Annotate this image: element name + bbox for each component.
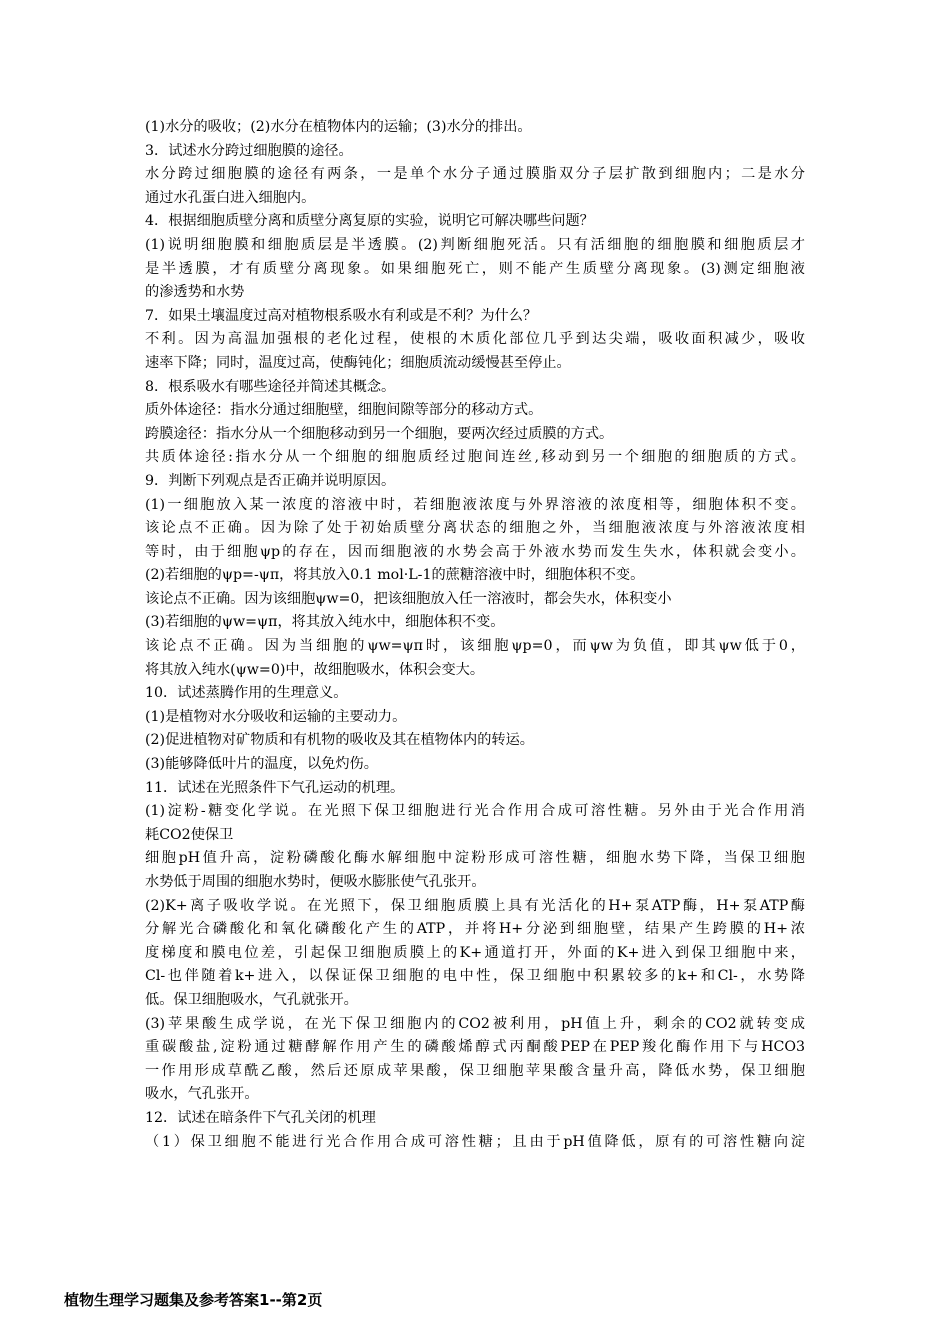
text-line: 重碳酸盐,淀粉通过糖酵解作用产生的磷酸烯醇式丙酮酸PEP在PEP羧化酶作用下与HCO3: [145, 1039, 805, 1056]
text-line: (3)若细胞的ψw=ψπ，将其放入纯水中，细胞体积不变。: [145, 614, 505, 631]
text-line: 细胞pH值升高，淀粉磷酸化酶水解细胞中淀粉形成可溶性糖，细胞水势下降，当保卫细胞: [145, 850, 805, 867]
text-line: 速率下降；同时，温度过高，使酶钝化；细胞质流动缓慢甚至停止。: [145, 354, 571, 371]
text-line: 跨膜途径：指水分从一个细胞移动到另一个细胞，要两次经过质膜的方式。: [145, 425, 614, 442]
question-heading: 9．判断下列观点是否正确并说明原因。: [145, 472, 396, 489]
text-line: 水势低于周围的细胞水势时，便吸水膨胀使气孔张开。: [145, 874, 486, 890]
question-heading: 11．试述在光照条件下气孔运动的机理。: [145, 779, 405, 796]
text-line: Cl-也伴随着k+进入，以保证保卫细胞的电中性，保卫细胞中积累较多的k+和Cl-，水势降: [145, 968, 805, 985]
text-line: (2)促进植物对矿物质和有机物的吸收及其在植物体内的转运。: [145, 732, 534, 749]
text-line: 质外体途径：指水分通过细胞壁，细胞间隙等部分的移动方式。: [145, 402, 543, 419]
text-line: 共质体途径:指水分从一个细胞的细胞质经过胞间连丝,移动到另一个细胞的细胞质的方式。: [145, 449, 805, 466]
text-line: 水分跨过细胞膜的途径有两条，一是单个水分子通过膜脂双分子层扩散到细胞内；二是水分: [145, 166, 805, 183]
text-line: 等时，由于细胞ψp的存在，因而细胞液的水势会高于外液水势而发生失水，体积就会变小。: [145, 543, 805, 560]
text-line: (1)说明细胞膜和细胞质层是半透膜。(2)判断细胞死活。只有活细胞的细胞膜和细胞质层才: [145, 236, 805, 253]
question-heading: 8．根系吸水有哪些途径并简述其概念。: [145, 378, 396, 395]
text-line: 通过水孔蛋白进入细胞内。: [145, 189, 316, 206]
page-footer: 植物生理学习题集及参考答案1--第2页: [64, 1291, 323, 1309]
text-line: 一作用形成草酰乙酸，然后还原成苹果酸，保卫细胞苹果酸含量升高，降低水势，保卫细胞: [145, 1062, 805, 1079]
text-line: (3)能够降低叶片的温度，以免灼伤。: [145, 756, 378, 773]
text-line: 是半透膜，才有质壁分离现象。如果细胞死亡，则不能产生质壁分离现象。(3)测定细胞液: [145, 260, 805, 277]
text-line: 该论点不正确。因为当细胞的ψw=ψπ时，该细胞ψp=0，而ψw为负值，即其ψw低于0，: [145, 638, 805, 655]
text-line: 低。保卫细胞吸水，气孔就张开。: [145, 991, 358, 1008]
text-line: (2)K+离子吸收学说。在光照下，保卫细胞质膜上具有光活化的H+泵ATP酶，H+泵ATP酶: [145, 897, 805, 914]
question-heading: 3．试述水分跨过细胞膜的途径。: [145, 142, 353, 159]
document-body: [145, 116, 805, 1154]
text-line: (1)水分的吸收；(2)水分在植物体内的运输；(3)水分的排出。: [145, 119, 532, 135]
text-line: 分解光合磷酸化和氧化磷酸化产生的ATP，并将H+分泌到细胞壁，结果产生跨膜的H+浓: [145, 921, 805, 938]
text-line: 耗CO2使保卫: [145, 826, 234, 843]
text-line: 将其放入纯水(ψw=0)中，故细胞吸水，体积会变大。: [145, 661, 485, 678]
question-heading: 4．根据细胞质壁分离和质壁分离复原的实验，说明它可解决哪些问题？: [145, 213, 594, 230]
question-heading: 7．如果土壤温度过高对植物根系吸水有利或是不利？为什么？: [145, 307, 538, 324]
question-heading: 12．试述在暗条件下气孔关闭的机理: [145, 1109, 376, 1126]
text-line: 该论点不正确。因为该细胞ψw=0，把该细胞放入任一溶液时，都会失水，体积变小: [145, 590, 672, 607]
text-line: 吸水，气孔张开。: [145, 1086, 259, 1103]
text-line: (2)若细胞的ψp=-ψπ，将其放入0.1 mol·L-1的蔗糖溶液中时，细胞体积不变。: [145, 567, 645, 584]
text-line: 该论点不正确。因为除了处于初始质壁分离状态的细胞之外，当细胞液浓度与外溶液浓度相: [145, 520, 805, 537]
text-line: 度梯度和膜电位差，引起保卫细胞质膜上的K+通道打开，外面的K+进入到保卫细胞中来，: [145, 944, 805, 961]
question-heading: 10．试述蒸腾作用的生理意义。: [145, 685, 348, 702]
text-line: (1)淀粉-糖变化学说。在光照下保卫细胞进行光合作用合成可溶性糖。另外由于光合作用消: [145, 803, 805, 820]
text-line: 不利。因为高温加强根的老化过程，使根的木质化部位几乎到达尖端，吸收面积减少，吸收: [145, 331, 805, 348]
text-line: （1）保卫细胞不能进行光合作用合成可溶性糖；且由于pH值降低，原有的可溶性糖向淀: [145, 1133, 805, 1150]
text-line: (3)苹果酸生成学说，在光下保卫细胞内的CO2被利用，pH值上升，剩余的CO2就转变成: [145, 1015, 805, 1032]
text-line: (1)是植物对水分吸收和运输的主要动力。: [145, 708, 407, 725]
text-line: (1)一细胞放入某一浓度的溶液中时，若细胞液浓度与外界溶液的浓度相等，细胞体积不变。: [145, 496, 805, 513]
text-line: 的渗透势和水势: [145, 284, 245, 301]
